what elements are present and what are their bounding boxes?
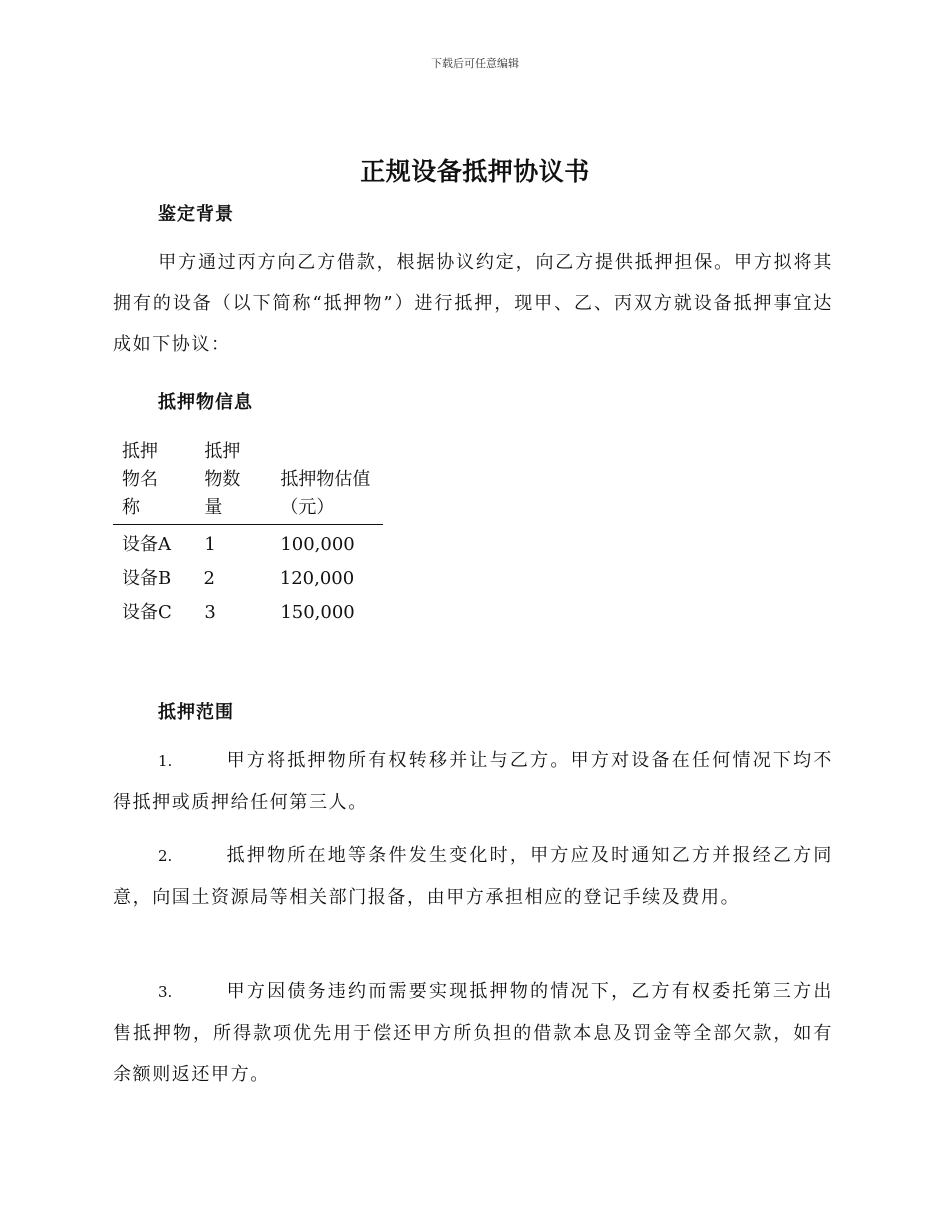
collateral-table bbox=[113, 438, 383, 627]
table-cell-name: 设备B bbox=[122, 568, 172, 589]
table-cell-quantity: 2 bbox=[203, 568, 215, 589]
scope-item-1 bbox=[113, 740, 833, 823]
scope-item-number: 1. bbox=[158, 752, 173, 770]
table-cell-value: 120,000 bbox=[279, 568, 355, 589]
scope-item-3 bbox=[113, 971, 833, 1095]
scope-item-number: 3. bbox=[158, 983, 173, 1001]
table-cell-value: 150,000 bbox=[280, 602, 355, 623]
scope-item-text: 抵押物所在地等条件发生变化时，甲方应及时通知乙方并报经乙方同意，向国土资源局等相关部门报备，由甲方承担相应的登记手续及费用。 bbox=[113, 845, 833, 908]
table-header-quantity: 抵押物数量 bbox=[204, 441, 241, 518]
table-cell-name: 设备C bbox=[122, 602, 172, 623]
document-title: 正规设备抵押协议书 bbox=[360, 157, 590, 186]
background-paragraph bbox=[113, 242, 833, 365]
table-cell-quantity: 1 bbox=[204, 534, 216, 555]
scope-item-text: 甲方将抵押物所有权转移并让与乙方。甲方对设备在任何情况下均不得抵押或质押给任何第三人。 bbox=[113, 750, 833, 813]
table-header-row bbox=[113, 438, 383, 525]
scope-item-2 bbox=[113, 835, 833, 918]
header-note: 下载后可任意编辑 bbox=[431, 57, 519, 70]
table-header-name: 抵押物名称 bbox=[122, 441, 158, 518]
section-heading-collateral-info: 抵押物信息 bbox=[158, 392, 253, 413]
table-row bbox=[113, 531, 383, 559]
table-cell-quantity: 3 bbox=[204, 602, 216, 623]
section-heading-background: 鉴定背景 bbox=[158, 204, 234, 225]
table-row bbox=[113, 565, 383, 593]
scope-item-number: 2. bbox=[158, 847, 173, 865]
section-heading-scope: 抵押范围 bbox=[158, 702, 234, 723]
table-cell-name: 设备A bbox=[122, 534, 171, 555]
table-header-value bbox=[278, 466, 383, 522]
background-text: 甲方通过丙方向乙方借款，根据协议约定，向乙方提供抵押担保。甲方拟将其拥有的设备（以下简称“抵押物”）进行抵押，现甲、乙、丙双方就设备抵押事宜达成如下协议： bbox=[113, 252, 833, 355]
scope-item-text: 甲方因债务违约而需要实现抵押物的情况下，乙方有权委托第三方出售抵押物，所得款项优先用于偿还甲方所负担的借款本息及罚金等全部欠款，如有余额则返还甲方。 bbox=[113, 981, 833, 1085]
table-header-value-text: 抵押物估值（元） bbox=[280, 469, 371, 518]
table-row bbox=[113, 599, 383, 627]
table-cell-value: 100,000 bbox=[280, 534, 355, 555]
